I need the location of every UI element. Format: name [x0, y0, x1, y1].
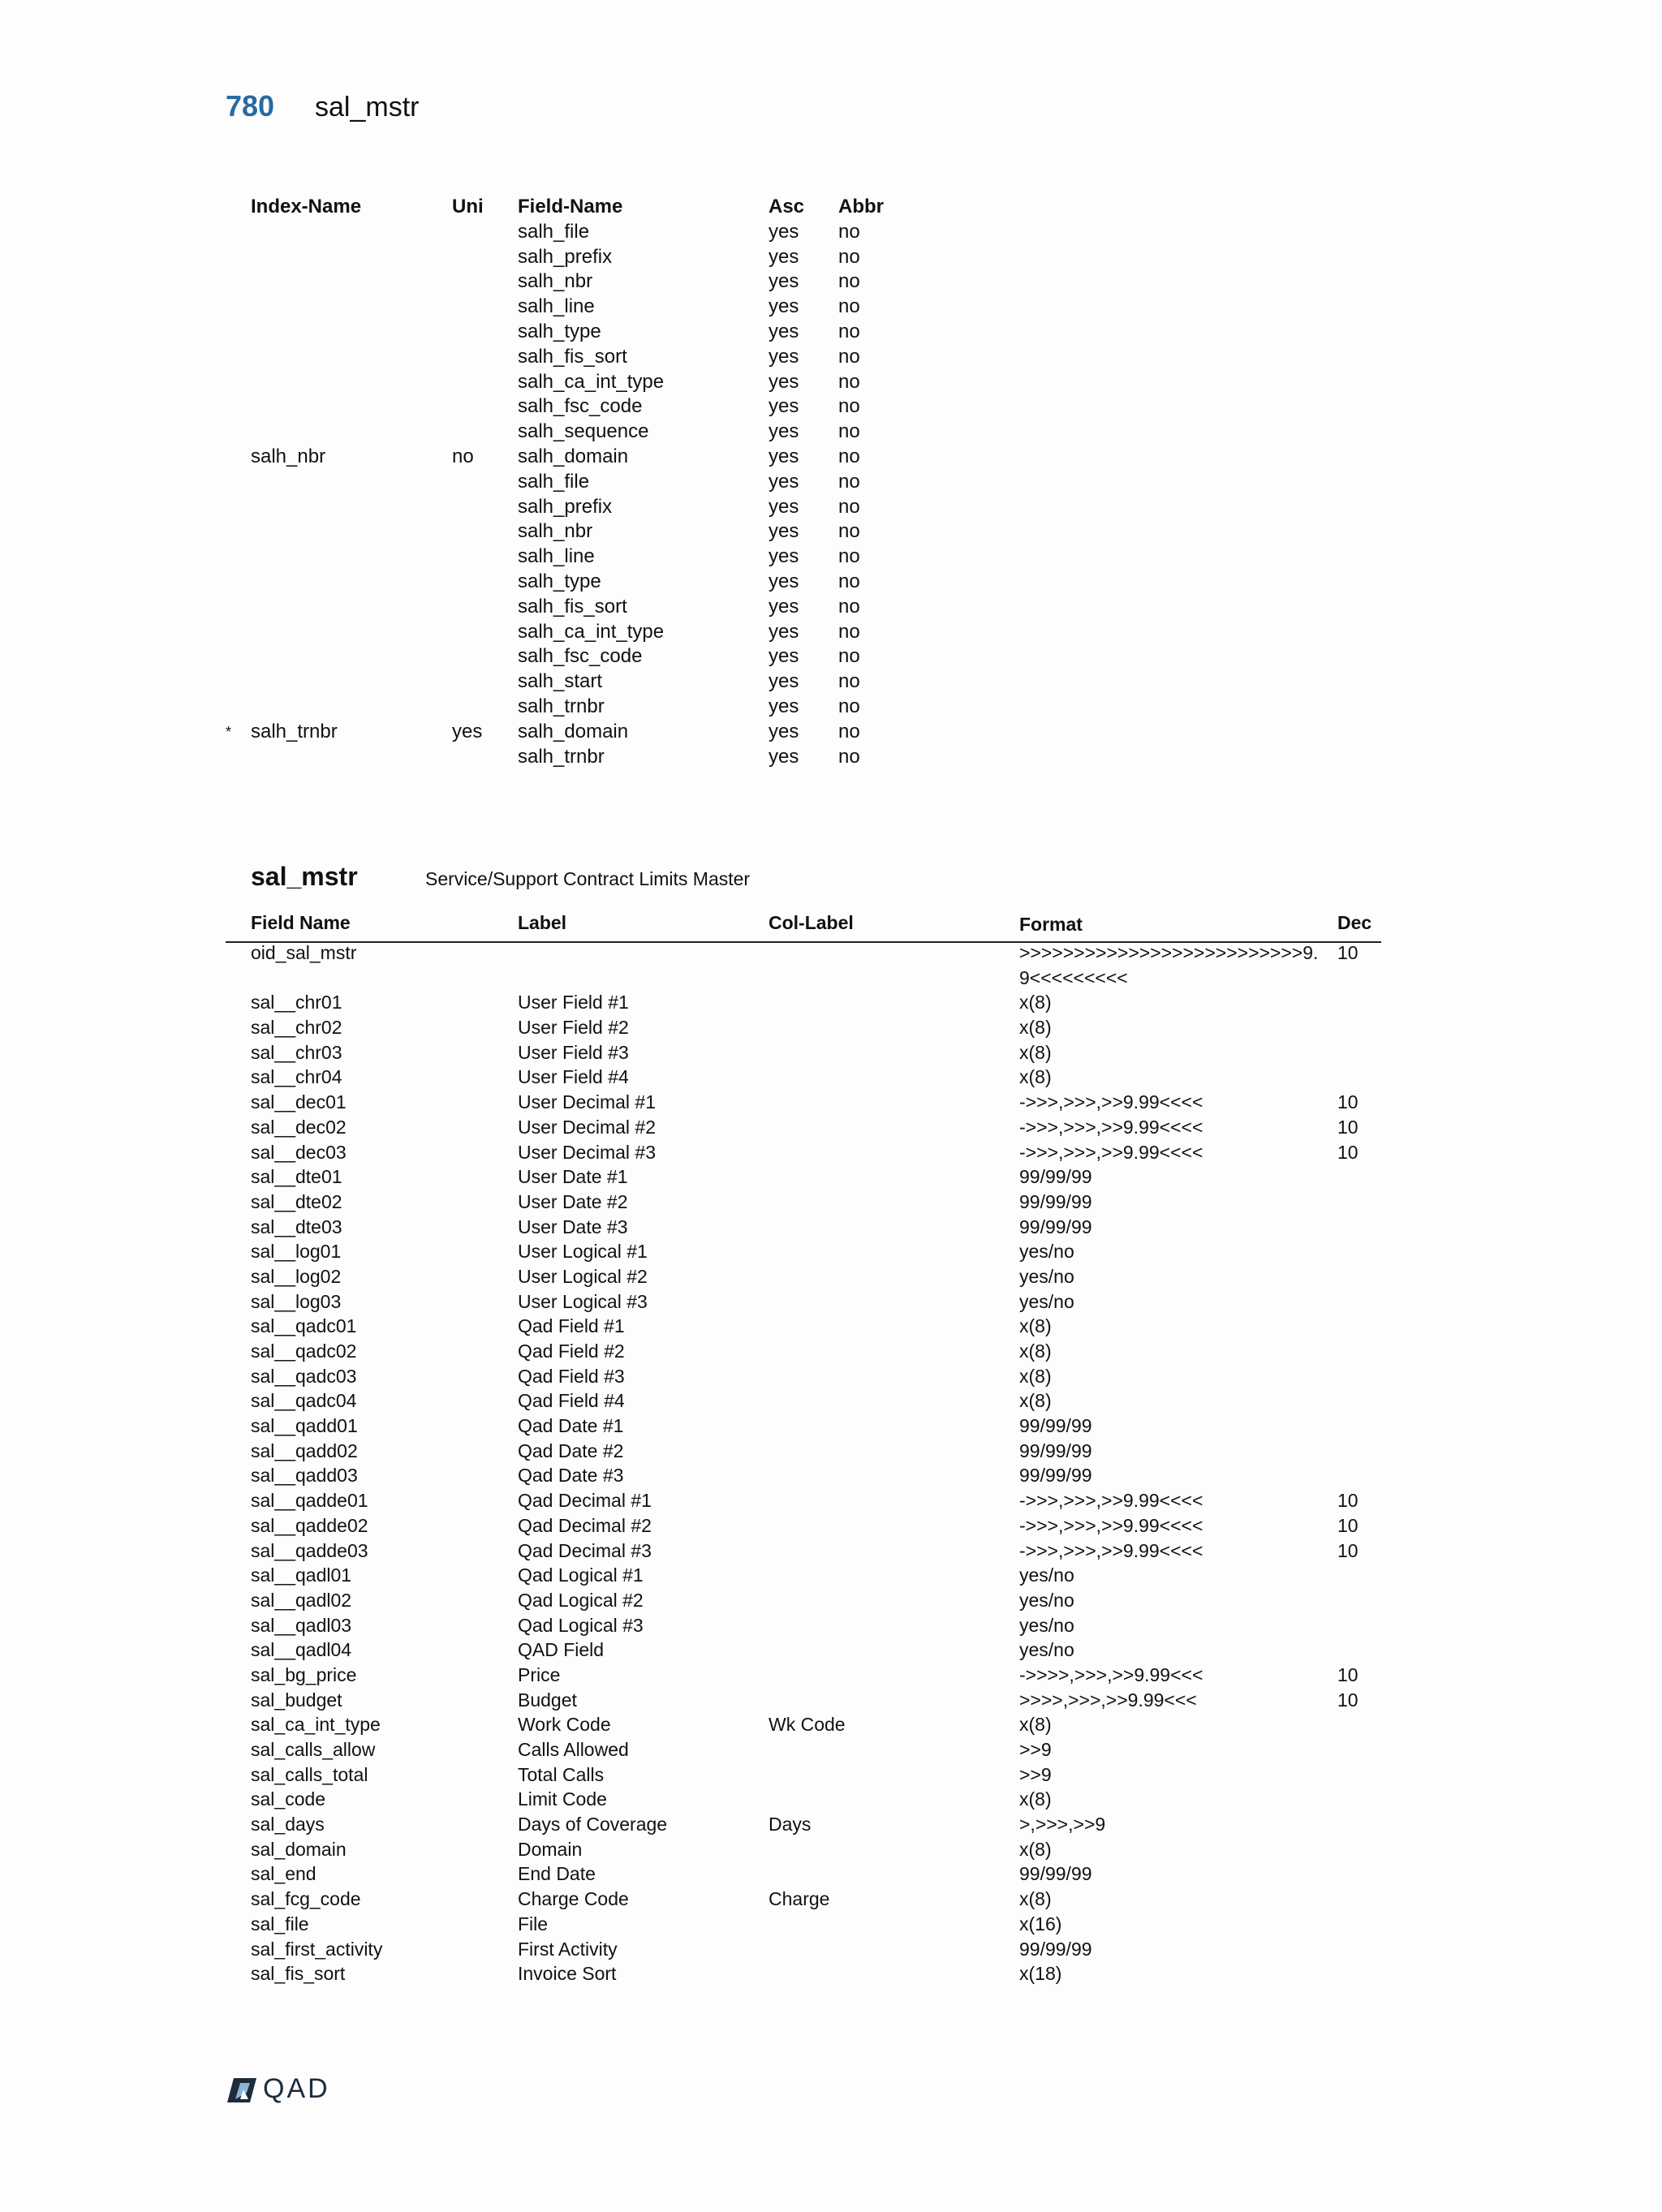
field-name-cell: sal_domain	[251, 1838, 347, 1860]
field-name-cell: sal_bg_price	[251, 1663, 357, 1685]
field-name-cell: sal__chr02	[251, 1017, 342, 1039]
field-name-cell: salh_nbr	[518, 520, 593, 543]
format-cell: yes/no	[1019, 1589, 1074, 1611]
field-table-row	[226, 1140, 1381, 1165]
dec-cell: 10	[1337, 1116, 1358, 1138]
asc-cell: yes	[769, 320, 799, 342]
field-name-cell: sal_fcg_code	[251, 1888, 361, 1910]
format-cell: x(8)	[1019, 1315, 1052, 1337]
field-table-row	[226, 1613, 1381, 1638]
table-description: Service/Support Contract Limits Master	[425, 868, 751, 889]
label-cell: Days of Coverage	[518, 1814, 668, 1835]
field-table	[226, 940, 1381, 1986]
asc-cell: yes	[769, 470, 799, 493]
asc-cell: yes	[769, 345, 799, 368]
label-cell: Charge Code	[518, 1888, 629, 1910]
label-cell: Qad Decimal #3	[518, 1539, 652, 1561]
format-cell: 99/99/99	[1019, 1465, 1092, 1487]
field-name-cell: sal__qadl04	[251, 1639, 352, 1661]
label-cell: User Decimal #1	[518, 1091, 656, 1113]
asc-cell: yes	[769, 495, 799, 518]
qad-logo-icon	[226, 2075, 258, 2104]
field-table-row	[226, 1289, 1381, 1315]
label-cell: Qad Logical #1	[518, 1564, 644, 1586]
field-name-cell: salh_nbr	[518, 270, 593, 293]
header-index-name: Index-Name	[251, 196, 362, 217]
format-cell: >>9	[1019, 1739, 1052, 1761]
dec-cell: 10	[1337, 1539, 1358, 1561]
label-cell: Qad Field #3	[518, 1365, 625, 1387]
label-cell: Total Calls	[518, 1763, 605, 1785]
abbr-cell: no	[838, 445, 860, 467]
format-cell: x(8)	[1019, 1365, 1052, 1387]
field-name-cell: sal__qadc02	[251, 1341, 357, 1362]
label-cell: Price	[518, 1663, 561, 1685]
asc-cell: yes	[769, 645, 799, 668]
header-asc: Asc	[769, 196, 805, 217]
field-table-row	[226, 1737, 1381, 1762]
field-table-row	[226, 1563, 1381, 1588]
field-table-row	[226, 1264, 1381, 1289]
dec-cell: 10	[1337, 1091, 1358, 1113]
format-cell: ->>>,>>>,>>9.99<<<<	[1019, 1141, 1203, 1163]
asc-cell: yes	[769, 545, 799, 568]
format-cell: ->>>>,>>>,>>9.99<<<	[1019, 1663, 1203, 1685]
field-name-cell: sal_fis_sort	[251, 1963, 346, 1985]
format-cell: x(8)	[1019, 1788, 1052, 1810]
field-name-cell: salh_prefix	[518, 495, 613, 518]
header-field-name: Field-Name	[518, 196, 623, 217]
label-cell: Qad Date #1	[518, 1415, 624, 1437]
asc-cell: yes	[769, 695, 799, 717]
format-cell: yes/no	[1019, 1290, 1074, 1312]
page-header	[226, 89, 419, 123]
format-cell: 99/99/99	[1019, 1440, 1092, 1461]
label-cell: Qad Date #3	[518, 1465, 624, 1487]
field-name-cell: salh_fis_sort	[518, 595, 627, 618]
field-name-cell: sal__dec02	[251, 1116, 347, 1138]
field-table-row	[226, 1090, 1381, 1115]
abbr-cell: no	[838, 220, 860, 243]
format-cell: x(8)	[1019, 1888, 1052, 1910]
field-table-row	[226, 1388, 1381, 1414]
field-table-row	[226, 990, 1381, 1015]
format-cell: >>>>,>>>,>>9.99<<<	[1019, 1689, 1197, 1711]
format-cell: ->>>,>>>,>>9.99<<<<	[1019, 1539, 1203, 1561]
field-table-row	[226, 1040, 1381, 1065]
field-table-row	[226, 1637, 1381, 1663]
field-name-cell: sal__log01	[251, 1241, 342, 1263]
field-name-cell: sal_days	[251, 1814, 325, 1835]
uni-cell: yes	[452, 720, 483, 742]
asc-cell: yes	[769, 295, 799, 318]
field-name-cell: sal_calls_allow	[251, 1739, 376, 1761]
field-name-cell: salh_fsc_code	[518, 645, 643, 668]
label-cell: User Decimal #3	[518, 1141, 656, 1163]
field-table-header	[226, 912, 1381, 943]
field-name-cell: sal_code	[251, 1788, 326, 1810]
label-cell: Qad Logical #2	[518, 1589, 644, 1611]
label-cell: Qad Field #4	[518, 1390, 625, 1412]
field-name-cell: oid_sal_mstr	[251, 942, 357, 963]
field-name-cell: sal__qadl03	[251, 1614, 352, 1636]
col-label-cell: Charge	[769, 1888, 830, 1910]
label-cell: Qad Field #2	[518, 1341, 625, 1362]
field-table-row	[226, 1164, 1381, 1190]
footer-logo	[226, 2073, 330, 2105]
asc-cell: yes	[769, 445, 799, 467]
format-cell: yes/no	[1019, 1265, 1074, 1287]
field-name-cell: sal__dte01	[251, 1166, 342, 1188]
label-cell: User Date #2	[518, 1190, 628, 1212]
field-table-row	[226, 1339, 1381, 1364]
abbr-cell: no	[838, 720, 860, 742]
asc-cell: yes	[769, 720, 799, 742]
format-cell: 99/99/99	[1019, 1938, 1092, 1960]
label-cell: User Logical #1	[518, 1241, 648, 1263]
abbr-cell: no	[838, 545, 860, 568]
label-cell: Qad Date #2	[518, 1440, 624, 1461]
label-cell: Qad Decimal #2	[518, 1514, 652, 1536]
abbr-cell: no	[838, 470, 860, 493]
format-cell: x(8)	[1019, 992, 1052, 1013]
field-name-cell: sal__chr01	[251, 992, 342, 1013]
field-name-cell: salh_sequence	[518, 420, 649, 443]
field-name-cell: salh_trnbr	[518, 695, 605, 717]
label-cell: User Field #4	[518, 1066, 629, 1088]
dec-cell: 10	[1337, 1141, 1358, 1163]
field-table-row	[226, 1588, 1381, 1613]
format-cell: >>9	[1019, 1763, 1052, 1785]
field-name-cell: sal__chr04	[251, 1066, 342, 1088]
field-name-cell: sal__qadde02	[251, 1514, 368, 1536]
asc-cell: yes	[769, 595, 799, 618]
format-cell: >>>>>>>>>>>>>>>>>>>>>>>>>>9.9<<<<<<<<<	[1019, 942, 1319, 988]
asc-cell: yes	[769, 395, 799, 418]
format-cell: ->>>,>>>,>>9.99<<<<	[1019, 1091, 1203, 1113]
field-name-cell: sal__qadde03	[251, 1539, 368, 1561]
field-name-cell: salh_line	[518, 295, 595, 318]
label-cell: File	[518, 1913, 549, 1934]
field-name-cell: sal__chr03	[251, 1041, 342, 1063]
format-cell: yes/no	[1019, 1639, 1074, 1661]
table-name: sal_mstr	[251, 862, 358, 891]
dec-cell: 10	[1337, 942, 1358, 963]
asc-cell: yes	[769, 670, 799, 693]
header-format: Format	[1019, 914, 1083, 935]
abbr-cell: no	[838, 645, 860, 668]
field-table-row	[226, 1961, 1381, 1986]
field-name-cell: sal__dec03	[251, 1141, 347, 1163]
field-table-row	[226, 1439, 1381, 1464]
field-table-row	[226, 1787, 1381, 1812]
dec-cell: 10	[1337, 1514, 1358, 1536]
field-table-row	[226, 1912, 1381, 1937]
label-cell: End Date	[518, 1863, 596, 1885]
format-cell: x(16)	[1019, 1913, 1062, 1934]
format-cell: x(8)	[1019, 1017, 1052, 1039]
asc-cell: yes	[769, 420, 799, 443]
abbr-cell: no	[838, 295, 860, 318]
label-cell: Work Code	[518, 1714, 611, 1736]
field-name-cell: salh_trnbr	[518, 745, 605, 768]
format-cell: x(8)	[1019, 1041, 1052, 1063]
field-name-cell: sal_ca_int_type	[251, 1714, 381, 1736]
label-cell: QAD Field	[518, 1639, 605, 1661]
field-table-row	[226, 1015, 1381, 1040]
field-table-row	[226, 1937, 1381, 1962]
field-name-cell: salh_ca_int_type	[518, 620, 665, 643]
col-label-cell: Days	[769, 1814, 812, 1835]
format-cell: 99/99/99	[1019, 1415, 1092, 1437]
label-cell: Invoice Sort	[518, 1963, 617, 1985]
field-name-cell: sal__qadc03	[251, 1365, 357, 1387]
format-cell: yes/no	[1019, 1241, 1074, 1263]
field-name-cell: salh_domain	[518, 720, 629, 742]
format-cell: 99/99/99	[1019, 1166, 1092, 1188]
label-cell: Qad Decimal #1	[518, 1490, 652, 1512]
abbr-cell: no	[838, 270, 860, 293]
field-name-cell: sal__qadc01	[251, 1315, 357, 1337]
format-cell: yes/no	[1019, 1614, 1074, 1636]
asc-cell: yes	[769, 270, 799, 293]
abbr-cell: no	[838, 695, 860, 717]
field-name-cell: salh_type	[518, 570, 601, 592]
field-name-cell: sal_budget	[251, 1689, 342, 1711]
format-cell: yes/no	[1019, 1564, 1074, 1586]
index-marker: *	[226, 723, 232, 740]
format-cell: x(8)	[1019, 1066, 1052, 1088]
logo-text: QAD	[263, 2073, 330, 2104]
field-name-cell: salh_type	[518, 320, 601, 342]
field-table-row	[226, 1861, 1381, 1887]
field-name-cell: sal__qadc04	[251, 1390, 357, 1412]
field-table-row	[226, 1414, 1381, 1439]
dec-cell: 10	[1337, 1663, 1358, 1685]
field-table-row	[226, 1215, 1381, 1240]
field-name-cell: sal_first_activity	[251, 1938, 383, 1960]
label-cell: Budget	[518, 1689, 577, 1711]
format-cell: ->>>,>>>,>>9.99<<<<	[1019, 1490, 1203, 1512]
label-cell: User Date #1	[518, 1166, 628, 1188]
label-cell: First Activity	[518, 1938, 618, 1960]
label-cell: Limit Code	[518, 1788, 607, 1810]
field-name-cell: sal_calls_total	[251, 1763, 368, 1785]
abbr-cell: no	[838, 345, 860, 368]
abbr-cell: no	[838, 495, 860, 518]
field-name-cell: sal__qadd02	[251, 1440, 358, 1461]
field-name-cell: salh_fsc_code	[518, 395, 643, 418]
field-table-row	[226, 1712, 1381, 1737]
label-cell: User Field #3	[518, 1041, 629, 1063]
field-table-row	[226, 1239, 1381, 1264]
field-name-cell: salh_domain	[518, 445, 629, 467]
field-name-cell: salh_start	[518, 670, 603, 693]
label-cell: User Field #1	[518, 992, 629, 1013]
field-name-cell: sal__qadde01	[251, 1490, 368, 1512]
field-table-row	[226, 1762, 1381, 1788]
dec-cell: 10	[1337, 1490, 1358, 1512]
field-table-row	[226, 940, 1381, 990]
col-label-cell: Wk Code	[769, 1714, 846, 1736]
label-cell: User Date #3	[518, 1216, 628, 1237]
field-table-row	[226, 1065, 1381, 1090]
field-name-cell: sal__dec01	[251, 1091, 347, 1113]
asc-cell: yes	[769, 745, 799, 768]
header-col-label: Col-Label	[769, 912, 854, 933]
page-heading: sal_mstr	[315, 92, 420, 123]
field-name-cell: sal__log03	[251, 1290, 342, 1312]
header-uni: Uni	[452, 196, 484, 217]
field-table-row	[226, 1463, 1381, 1488]
field-name-cell: sal__dte03	[251, 1216, 342, 1237]
abbr-cell: no	[838, 595, 860, 618]
field-name-cell: salh_file	[518, 470, 590, 493]
table-section-title	[251, 862, 750, 892]
field-table-row	[226, 1812, 1381, 1837]
label-cell: Domain	[518, 1838, 583, 1860]
field-table-row	[226, 1314, 1381, 1339]
header-abbr: Abbr	[838, 196, 884, 217]
asc-cell: yes	[769, 220, 799, 243]
abbr-cell: no	[838, 670, 860, 693]
format-cell: x(18)	[1019, 1963, 1062, 1985]
label-cell: Calls Allowed	[518, 1739, 629, 1761]
field-table-row	[226, 1488, 1381, 1513]
field-table-row	[226, 1190, 1381, 1215]
field-name-cell: sal_file	[251, 1913, 309, 1934]
asc-cell: yes	[769, 520, 799, 543]
abbr-cell: no	[838, 620, 860, 643]
abbr-cell: no	[838, 420, 860, 443]
label-cell: Qad Logical #3	[518, 1614, 644, 1636]
field-name-cell: sal__log02	[251, 1265, 342, 1287]
field-name-cell: sal__qadd01	[251, 1415, 358, 1437]
field-table-row	[226, 1663, 1381, 1688]
format-cell: 99/99/99	[1019, 1190, 1092, 1212]
abbr-cell: no	[838, 320, 860, 342]
header-dec: Dec	[1337, 912, 1372, 933]
index-name-cell: salh_trnbr	[251, 720, 338, 742]
field-name-cell: sal__qadd03	[251, 1465, 358, 1487]
field-name-cell: sal__qadl01	[251, 1564, 352, 1586]
asc-cell: yes	[769, 245, 799, 268]
dec-cell: 10	[1337, 1689, 1358, 1711]
field-name-cell: sal_end	[251, 1863, 316, 1885]
format-cell: ->>>,>>>,>>9.99<<<<	[1019, 1116, 1203, 1138]
asc-cell: yes	[769, 620, 799, 643]
label-cell: User Decimal #2	[518, 1116, 656, 1138]
format-cell: x(8)	[1019, 1714, 1052, 1736]
abbr-cell: no	[838, 570, 860, 592]
format-cell: 99/99/99	[1019, 1863, 1092, 1885]
label-cell: User Field #2	[518, 1017, 629, 1039]
asc-cell: yes	[769, 370, 799, 393]
label-cell: Qad Field #1	[518, 1315, 625, 1337]
field-name-cell: salh_prefix	[518, 245, 613, 268]
header-label: Label	[518, 912, 567, 933]
format-cell: 99/99/99	[1019, 1216, 1092, 1237]
field-name-cell: sal__qadl02	[251, 1589, 352, 1611]
field-name-cell: salh_line	[518, 545, 595, 568]
abbr-cell: no	[838, 745, 860, 768]
abbr-cell: no	[838, 245, 860, 268]
format-cell: x(8)	[1019, 1838, 1052, 1860]
page-number: 780	[226, 89, 275, 123]
format-cell: >,>>>,>>9	[1019, 1814, 1106, 1835]
field-table-row	[226, 1688, 1381, 1713]
label-cell: User Logical #3	[518, 1290, 648, 1312]
uni-cell: no	[452, 445, 474, 467]
format-cell: x(8)	[1019, 1390, 1052, 1412]
field-name-cell: salh_file	[518, 220, 590, 243]
abbr-cell: no	[838, 370, 860, 393]
field-name-cell: salh_fis_sort	[518, 345, 627, 368]
asc-cell: yes	[769, 570, 799, 592]
field-name-cell: salh_ca_int_type	[518, 370, 665, 393]
abbr-cell: no	[838, 520, 860, 543]
label-cell: User Logical #2	[518, 1265, 648, 1287]
field-name-cell: sal__dte02	[251, 1190, 342, 1212]
format-cell: ->>>,>>>,>>9.99<<<<	[1019, 1514, 1203, 1536]
header-field-name: Field Name	[251, 912, 351, 933]
field-table-row	[226, 1364, 1381, 1389]
field-table-row	[226, 1837, 1381, 1862]
field-table-row	[226, 1539, 1381, 1564]
field-table-row	[226, 1115, 1381, 1140]
format-cell: x(8)	[1019, 1341, 1052, 1362]
abbr-cell: no	[838, 395, 860, 418]
index-name-cell: salh_nbr	[251, 445, 326, 467]
field-table-row	[226, 1513, 1381, 1539]
field-table-row	[226, 1887, 1381, 1912]
